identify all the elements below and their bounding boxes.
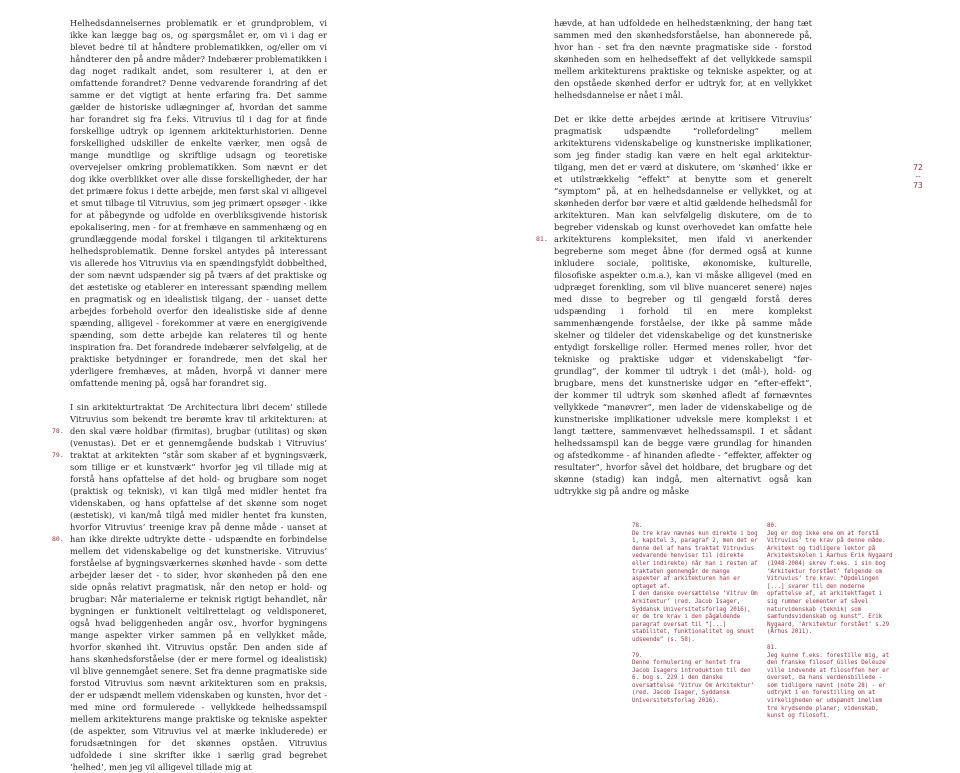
- margin-note-marker: 78.: [52, 427, 64, 435]
- body-paragraph: I sin arkitekturtraktat ‘De Architectura libri decem’ stillede Vitruvius som bekendt tre berømte krav til arkitekturen: at den skal være holdbar (firmitas), brugbar (utilitas) og skøn (venustas). Det er et gennemgående budskab i Vitruvius’ traktat at arkitekten “står som skaber af et bygningsværk, som tillige er et kunstværk” hvorfor jeg vil tillade mig at forstå hans opfattelse af det hold- og brugbare som noget (praktisk og teknisk), vi kan tilgå med midler hentet fra videnskaben, og hans opfattelse af det skønne som noget (æstetisk), vi kan/må tilgå med midler hentet fra kunsten, hvorfor Vitruvius’ treenige krav på denne måde - uanset at han ikke direkte udtrykte dette - udspændte en forbindelse mellem det videnskabelige og det kunstneriske. Vitruvius’ forståelse af bygningsværkernes skønhed havde - som dette arbejder læser det - to sider, hvor skønheden på den ene side opnås relativt pragmatisk, når den netop er hold- og brugbar: Når materialerne er teknisk rigtigt behandlet, når bygningen er funktionelt veltilrettelagt og veldisponeret, også hvad beliggenheden angår osv., hvorfor bygningens mange aspekter virker sammen på en vellykket måde, hvorfor skønhed iht. Vitruvius opstår. Den anden side af hans skønhedsforståelse (der er mere formel og idealistisk) vil blive gennemgået senere. Set fra denne pragmatiske side forstod Vitruvius som nævnt arkitekturen som en praksis, der er udspændt mellem videnskaben og kunsten, hvor det - med mine ord formulerede - vellykkede helhedssamspil mellem arkitekturens mange praktiske og tekniske aspekter (de aspekter, som Vitruvius vel at mærke inkluderede) er forudsætningen for det skønnes opståen. Vitruvius udfoldede i sine skrifter ikke i særlig grad begrebet ‘helhed’, men jeg vil alligevel tillade mig at: [70, 402, 327, 772]
- footnote: 81. Jeg kunne f.eks. forestille mig, at den franske filosof Gilles Deleuze ville indvende at filosoffen her er overset, da hans verdensbillede - som tidligere nævnt (note 28) - er udtrykt i en forestilling om at virkeligheden er udspændt imellem tre krydsende planer; videnskab, kunst og filosofi.: [767, 644, 890, 720]
- body-paragraph: Helhedsdannelsernes problematik er et grundproblem, vi ikke kan lægge bag os, og spørgsmålet er, om vi i dag er blevet bedre til at håndtere problematikken, og/eller om vi håndterer den på andre måder? Indebærer problematikken i dag noget radikalt andet, som resulterer i, at den er omfattende forandret? Denne vedvarende forandring af det samme er det vigtigt at hente erfaring fra. Det samme gælder de historiske udlægninger af, hvordan det samme har forandret sig fra f.eks. Vitruvius til i dag for at finde forskellige udtryk op igennem arkitekturhistorien. Denne forskellighed udskiller de enkelte værker, men også de mange mundtlige og skriftlige udsagn og teoretiske overvejelser omkring problematikken. Som nævnt er det dog ikke overblikket over alle disse forskelligheder, der har det primære fokus i dette arbejde, men først skal vi alligevel et smut tilbage til Vitruvius, som jeg primært opsøger - ikke for at påbegynde og udfolde en overbliksgivende historisk epokalisering, men - for at fremhæve en sammenhæng og en grundlæggende modal forskel i tilgangen til arkitekturens helhedsproblematik. Denne forskel antydes på interessant vis allerede hos Vitruvius via en spændingsfyldt dobbelthed, der som nævnt udspænder sig på tværs af det praktiske og det æstetiske og etablerer en interessant spænding mellem en pragmatisk og en idealistisk tilgang, der - uanset dette arbejdes forbehold overfor den idealistiske side af denne spænding, alligevel - forekommer at være en energigivende spænding, som dette arbejde kan relateres til og hente inspiration fra. Det forandrede indebærer selvfølgelig, at de praktiske betydninger er forandrede, men det skal her yderligere fremhæves, at måden, hvorpå vi danner mere omfattende mening på, også har forandret sig.: [70, 18, 327, 388]
- margin-note-marker: 80.: [52, 535, 64, 543]
- footnote: 78. De tre krav nævnes kun direkte i bog 1, kapitel 3, paragraf 2, men det er denne del af hans traktat Vitruvius vedvarende henviser til (direkte eller indirekte) når han i resten af traktaten gennemgår de mange aspekter af arkitekturen han er optaget af. I den danske oversættelse ‘Vitruv Om Arkitektur’ (red. Jacob Isager, Syddansk Universitetsforlag 2016), er de tre krav i den pågældende paragraf oversat til “[...] stabilitet, funktionalitet og smukt udseende” (s. 58).: [632, 523, 758, 643]
- page-number-right: 73: [913, 181, 923, 190]
- footnote: 79. Denne formulering er hentet fra Jacob Isagers introduktion til den 6. bog s. 229 i den danske oversættelse ‘Vitruv Om Arkitektur’ (red. Jacob Isager, Syddansk Universitetsforlag 2016).: [632, 652, 755, 705]
- body-paragraph: hævde, at han udfoldede en helhedstænkning, der hang tæt sammen med den skønhedsforståelse, han abonnerede på, hvor han - set fra den nævnte pragmatiske side - forstod skønheden som en helhedseffekt af det vellykkede samspil mellem arkitekturens praktiske og tekniske aspekter, og at den opståede skønhed derfor er udtryk for, at en vellykket helhedsdannelse er nået i mål.: [554, 18, 812, 100]
- footnotes-right: [767, 523, 893, 721]
- margin-note-marker: 79.: [52, 451, 64, 459]
- right-column: [554, 17, 812, 497]
- left-column: [70, 17, 327, 773]
- body-paragraph: Det er ikke dette arbejdes ærinde at kritisere Vitruvius’ pragmatisk udspændte “rollefordeling” mellem arkitekturens videnskabelige og kunstneriske implikationer, som jeg finder stadig kan være en helt egal arkitektur-tilgang, men det er værd at diskutere, om ‘skønhed’ ikke er et utilstrækkelig “effekt” at benytte som et generelt “symptom” på, at en helhedsdannelse er vellykket, og at skønheden derfor bør være et altid gældende helhedsmål for arkitekturen. Man kan selvfølgelig diskutere, om de to begreber videnskab og kunst overhovedet kan omfatte hele arkitekturens kompleksitet, men ifald vi anerkender begreberne som meget åbne (for dermed også at kunne inkludere sociale, politiske, økonomiske, kulturelle, filosofiske aspekter o.m.a.), kan vi måske alligevel (med en udpræget forenkling, som vil blive nuanceret senere) nøjes med disse to begreber og til gengæld forstå deres udspænding i forhold til en mere komplekst sammenhængende forståelse, der ikke på samme måde skelner og tildeler det videnskabelige og det kunstneriske entydigt forskellige roller. Hermed menes roller, hvor det tekniske og praktiske udgør et videnskabeligt “før-grundlag”, der kommer til udtryk i det (mål-), hold- og brugbare, mens det kunstneriske udgør en “efter-effekt”, der kommer til udtryk som skønhed afledt af førnævntes vellykkede “manøvrer”, men lader de videnskabelige og de kunstneriske implikationer udveksle mere komplekst i et langt tættere, sammenvævet helhedssamspil. I et sådant helhedssamspil kan de begge være grundlag for hinanden og afstedkomme - af hinanden afledte - “effekter, affekter og resultater”, hvorfor såvel det holdbare, det brugbare og det skønne (stadig) kan indgå, men alternativt også kan udtrykke sig på andre og måske: [554, 114, 812, 496]
- page-numbers: [912, 163, 924, 190]
- margin-note-marker: 81.: [536, 235, 548, 243]
- footnotes-left: [632, 523, 758, 706]
- page-number-separator: —: [915, 172, 921, 181]
- page-number-left: 72: [913, 163, 923, 172]
- footnote: 80. Jeg er dog ikke ene om at forstå Vitruvius’ tre krav på denne måde. Arkitekt og tidligere lektor på Arkitektskolen i Aarhus Erik Nygaard (1948-2004) skrev f.eks. i sin bog ‘Arkitektur forstået’ følgende om Vitruvius’ tre krav: “Opdelingen [...] svarer til den moderne opfattelse af, at arkitektfaget i sig rummer elementer af såvel naturvidenskab (teknik) som samfundsvidenskab og kunst”. Erik Nygaard, ‘Arkitektur forstået’ s.29 (Århus 2011).: [767, 523, 893, 636]
